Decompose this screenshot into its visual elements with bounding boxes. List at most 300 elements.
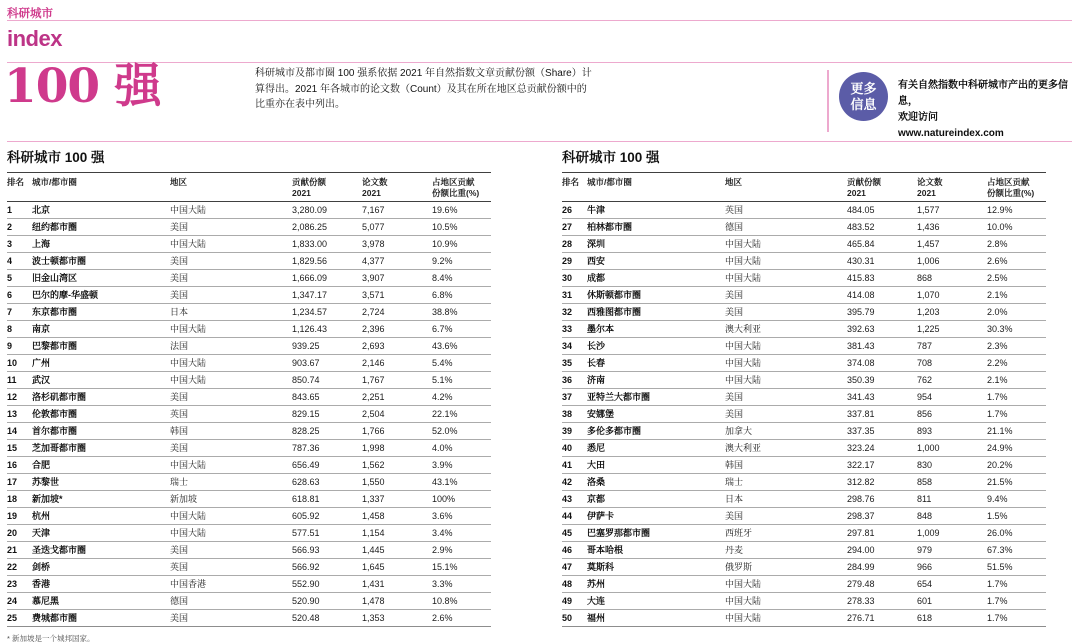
region-cell: 中国大陆 [725, 355, 847, 372]
count-cell: 601 [917, 593, 987, 610]
city-cell: 波士顿都市圈 [32, 253, 170, 270]
rank-cell: 46 [562, 542, 587, 559]
share-cell: 484.05 [847, 202, 917, 219]
share-cell: 1,833.00 [292, 236, 362, 253]
count-cell: 830 [917, 457, 987, 474]
table-row [7, 304, 491, 321]
city-cell: 伦敦都市圈 [32, 406, 170, 423]
rank-cell: 22 [7, 559, 32, 576]
share-cell: 294.00 [847, 542, 917, 559]
count-cell: 5,077 [362, 219, 432, 236]
region-cell: 美国 [725, 389, 847, 406]
count-cell: 979 [917, 542, 987, 559]
ranking-table [562, 172, 1046, 627]
table-row [562, 457, 1046, 474]
region-cell: 瑞士 [725, 474, 847, 491]
col-pct: 占地区贡献 份额比重(%) [987, 173, 1046, 202]
city-cell: 墨尔本 [587, 321, 725, 338]
count-cell: 762 [917, 372, 987, 389]
city-cell: 洛杉矶都市圈 [32, 389, 170, 406]
rank-cell: 2 [7, 219, 32, 236]
count-cell: 2,146 [362, 355, 432, 372]
rank-cell: 10 [7, 355, 32, 372]
rank-cell: 32 [562, 304, 587, 321]
city-cell: 深圳 [587, 236, 725, 253]
share-cell: 656.49 [292, 457, 362, 474]
header-row [562, 173, 1046, 202]
table-row [7, 270, 491, 287]
footnote: * 新加坡是一个城邦国家。 [7, 634, 95, 643]
count-cell: 858 [917, 474, 987, 491]
count-cell: 618 [917, 610, 987, 627]
nature-index-url[interactable]: www.natureindex.com [898, 128, 1004, 139]
col-region: 地区 [170, 173, 292, 202]
table-row [562, 219, 1046, 236]
rank-cell: 27 [562, 219, 587, 236]
pct-cell: 26.0% [987, 525, 1046, 542]
count-cell: 1,458 [362, 508, 432, 525]
region-cell: 中国大陆 [170, 457, 292, 474]
pct-cell: 12.9% [987, 202, 1046, 219]
table-title: 科研城市 100 强 [7, 150, 105, 165]
city-cell: 洛桑 [587, 474, 725, 491]
table-row [562, 508, 1046, 525]
rank-cell: 1 [7, 202, 32, 219]
col-count: 论文数 2021 [362, 173, 432, 202]
count-cell: 1,431 [362, 576, 432, 593]
count-cell: 4,377 [362, 253, 432, 270]
city-cell: 慕尼黑 [32, 593, 170, 610]
count-cell: 811 [917, 491, 987, 508]
count-cell: 1,550 [362, 474, 432, 491]
pct-cell: 9.2% [432, 253, 491, 270]
table-row [562, 287, 1046, 304]
table-row [562, 321, 1046, 338]
table-row [7, 457, 491, 474]
rank-cell: 29 [562, 253, 587, 270]
region-cell: 中国大陆 [170, 202, 292, 219]
region-cell: 德国 [725, 219, 847, 236]
city-cell: 安娜堡 [587, 406, 725, 423]
city-cell: 多伦多都市圈 [587, 423, 725, 440]
more-info-line1: 有关自然指数中科研城市产出的更多信息， [898, 80, 1068, 107]
rank-cell: 50 [562, 610, 587, 627]
region-cell: 俄罗斯 [725, 559, 847, 576]
share-cell: 415.83 [847, 270, 917, 287]
city-cell: 伊萨卡 [587, 508, 725, 525]
region-cell: 日本 [170, 304, 292, 321]
table-row [562, 559, 1046, 576]
city-cell: 成都 [587, 270, 725, 287]
region-cell: 美国 [170, 389, 292, 406]
share-cell: 1,666.09 [292, 270, 362, 287]
table-row [562, 440, 1046, 457]
rank-cell: 24 [7, 593, 32, 610]
pct-cell: 4.0% [432, 440, 491, 457]
pct-cell: 30.3% [987, 321, 1046, 338]
region-cell: 中国大陆 [725, 576, 847, 593]
pct-cell: 19.6% [432, 202, 491, 219]
city-cell: 香港 [32, 576, 170, 593]
rank-cell: 33 [562, 321, 587, 338]
table-row [562, 610, 1046, 627]
rank-cell: 30 [562, 270, 587, 287]
col-count: 论文数 2021 [917, 173, 987, 202]
count-cell: 3,907 [362, 270, 432, 287]
table-row [562, 304, 1046, 321]
share-cell: 337.81 [847, 406, 917, 423]
region-cell: 英国 [170, 406, 292, 423]
rank-cell: 38 [562, 406, 587, 423]
region-cell: 美国 [170, 219, 292, 236]
pct-cell: 2.6% [432, 610, 491, 627]
rank-cell: 28 [562, 236, 587, 253]
rank-cell: 20 [7, 525, 32, 542]
table-row [562, 423, 1046, 440]
rank-cell: 9 [7, 338, 32, 355]
table-row [562, 253, 1046, 270]
rank-cell: 14 [7, 423, 32, 440]
city-cell: 牛津 [587, 202, 725, 219]
region-cell: 美国 [170, 253, 292, 270]
pct-cell: 21.5% [987, 474, 1046, 491]
share-cell: 566.93 [292, 542, 362, 559]
rank-cell: 15 [7, 440, 32, 457]
pct-cell: 1.7% [987, 576, 1046, 593]
brand-kicker: 科研城市 [7, 8, 53, 20]
city-cell: 芝加哥都市圈 [32, 440, 170, 457]
region-cell: 美国 [725, 508, 847, 525]
rank-cell: 39 [562, 423, 587, 440]
count-cell: 1,577 [917, 202, 987, 219]
count-cell: 1,070 [917, 287, 987, 304]
share-cell: 787.36 [292, 440, 362, 457]
rank-cell: 31 [562, 287, 587, 304]
city-cell: 西安 [587, 253, 725, 270]
pct-cell: 6.7% [432, 321, 491, 338]
city-cell: 长沙 [587, 338, 725, 355]
count-cell: 1,457 [917, 236, 987, 253]
rank-cell: 41 [562, 457, 587, 474]
table-row [562, 202, 1046, 219]
badge-line1: 更多 [850, 81, 877, 97]
city-cell: 柏林都市圈 [587, 219, 725, 236]
pct-cell: 5.1% [432, 372, 491, 389]
table-title: 科研城市 100 强 [562, 150, 660, 165]
share-cell: 350.39 [847, 372, 917, 389]
count-cell: 1,000 [917, 440, 987, 457]
count-cell: 2,693 [362, 338, 432, 355]
region-cell: 中国大陆 [170, 372, 292, 389]
table-row [7, 253, 491, 270]
region-cell: 美国 [170, 270, 292, 287]
table-row [7, 406, 491, 423]
region-cell: 澳大利亚 [725, 321, 847, 338]
region-cell: 美国 [170, 287, 292, 304]
region-cell: 美国 [170, 440, 292, 457]
city-cell: 武汉 [32, 372, 170, 389]
share-cell: 298.76 [847, 491, 917, 508]
share-cell: 430.31 [847, 253, 917, 270]
col-region: 地区 [725, 173, 847, 202]
city-cell: 巴塞罗那都市圈 [587, 525, 725, 542]
share-cell: 279.48 [847, 576, 917, 593]
table-row [7, 576, 491, 593]
badge-line2: 信息 [850, 96, 877, 112]
region-cell: 中国大陆 [725, 610, 847, 627]
share-cell: 520.48 [292, 610, 362, 627]
count-cell: 2,251 [362, 389, 432, 406]
city-cell: 悉尼 [587, 440, 725, 457]
col-share: 贡献份额 2021 [292, 173, 362, 202]
rank-cell: 23 [7, 576, 32, 593]
region-cell: 新加坡 [170, 491, 292, 508]
table-row [7, 389, 491, 406]
pct-cell: 2.1% [987, 287, 1046, 304]
share-cell: 520.90 [292, 593, 362, 610]
city-cell: 京都 [587, 491, 725, 508]
nature-index-logo: index [7, 26, 62, 51]
share-cell: 374.08 [847, 355, 917, 372]
city-cell: 杭州 [32, 508, 170, 525]
share-cell: 903.67 [292, 355, 362, 372]
count-cell: 1,767 [362, 372, 432, 389]
table-row [7, 372, 491, 389]
region-cell: 中国大陆 [170, 236, 292, 253]
divider-top [7, 20, 1072, 21]
more-info-line2: 欢迎访问 [898, 112, 938, 123]
pct-cell: 22.1% [432, 406, 491, 423]
city-cell: 苏州 [587, 576, 725, 593]
city-cell: 北京 [32, 202, 170, 219]
pct-cell: 2.2% [987, 355, 1046, 372]
pct-cell: 15.1% [432, 559, 491, 576]
pct-cell: 2.1% [987, 372, 1046, 389]
share-cell: 278.33 [847, 593, 917, 610]
rank-cell: 6 [7, 287, 32, 304]
rank-cell: 3 [7, 236, 32, 253]
share-cell: 628.63 [292, 474, 362, 491]
city-cell: 福州 [587, 610, 725, 627]
share-cell: 337.35 [847, 423, 917, 440]
pct-cell: 10.9% [432, 236, 491, 253]
table-row [7, 508, 491, 525]
pct-cell: 52.0% [432, 423, 491, 440]
city-cell: 东京都市圈 [32, 304, 170, 321]
region-cell: 澳大利亚 [725, 440, 847, 457]
rank-cell: 34 [562, 338, 587, 355]
share-cell: 552.90 [292, 576, 362, 593]
share-cell: 465.84 [847, 236, 917, 253]
table-row [562, 372, 1046, 389]
city-cell: 剑桥 [32, 559, 170, 576]
pct-cell: 43.6% [432, 338, 491, 355]
region-cell: 中国大陆 [170, 355, 292, 372]
region-cell: 中国大陆 [725, 236, 847, 253]
count-cell: 1,337 [362, 491, 432, 508]
count-cell: 1,353 [362, 610, 432, 627]
city-cell: 济南 [587, 372, 725, 389]
city-cell: 长春 [587, 355, 725, 372]
city-cell: 费城都市圈 [32, 610, 170, 627]
ranking-table [7, 172, 491, 627]
city-cell: 亚特兰大都市圈 [587, 389, 725, 406]
share-cell: 381.43 [847, 338, 917, 355]
table-row [7, 355, 491, 372]
rank-cell: 21 [7, 542, 32, 559]
rank-cell: 12 [7, 389, 32, 406]
share-cell: 312.82 [847, 474, 917, 491]
city-cell: 天津 [32, 525, 170, 542]
table-row [562, 270, 1046, 287]
table-row [562, 474, 1046, 491]
share-cell: 323.24 [847, 440, 917, 457]
rank-cell: 17 [7, 474, 32, 491]
share-cell: 392.63 [847, 321, 917, 338]
region-cell: 法国 [170, 338, 292, 355]
pct-cell: 1.7% [987, 593, 1046, 610]
pct-cell: 100% [432, 491, 491, 508]
intro-paragraph: 科研城市及都市圈 100 强系依据 2021 年自然指数文章贡献份额（Share）计算得出。2021 年各城市的论文数（Count）及其在所在地区总贡献份额中的比重亦在表中列出。 [255, 68, 592, 110]
table-row [562, 389, 1046, 406]
city-cell: 莫斯科 [587, 559, 725, 576]
divider-hero-bottom [7, 141, 1072, 142]
pct-cell: 9.4% [987, 491, 1046, 508]
count-cell: 1,225 [917, 321, 987, 338]
city-cell: 广州 [32, 355, 170, 372]
table-row [7, 610, 491, 627]
city-cell: 首尔都市圈 [32, 423, 170, 440]
share-cell: 322.17 [847, 457, 917, 474]
page-title: 100 强 [4, 59, 161, 114]
pct-cell: 3.3% [432, 576, 491, 593]
col-city: 城市/都市圈 [587, 173, 725, 202]
count-cell: 848 [917, 508, 987, 525]
share-cell: 605.92 [292, 508, 362, 525]
count-cell: 7,167 [362, 202, 432, 219]
ranking-table-block-26-50 [562, 146, 1046, 627]
col-city: 城市/都市圈 [32, 173, 170, 202]
rank-cell: 35 [562, 355, 587, 372]
share-cell: 3,280.09 [292, 202, 362, 219]
pct-cell: 2.8% [987, 236, 1046, 253]
table-row [7, 321, 491, 338]
rank-cell: 40 [562, 440, 587, 457]
count-cell: 954 [917, 389, 987, 406]
region-cell: 中国大陆 [725, 270, 847, 287]
pct-cell: 5.4% [432, 355, 491, 372]
pct-cell: 51.5% [987, 559, 1046, 576]
table-row [562, 525, 1046, 542]
pct-cell: 3.6% [432, 508, 491, 525]
count-cell: 3,571 [362, 287, 432, 304]
pct-cell: 20.2% [987, 457, 1046, 474]
table-row [7, 236, 491, 253]
pct-cell: 2.9% [432, 542, 491, 559]
pct-cell: 24.9% [987, 440, 1046, 457]
rank-cell: 36 [562, 372, 587, 389]
share-cell: 939.25 [292, 338, 362, 355]
city-cell: 西雅图都市圈 [587, 304, 725, 321]
ranking-table-block-1-25 [7, 146, 491, 643]
count-cell: 893 [917, 423, 987, 440]
city-cell: 苏黎世 [32, 474, 170, 491]
count-cell: 1,203 [917, 304, 987, 321]
count-cell: 1,766 [362, 423, 432, 440]
rank-cell: 19 [7, 508, 32, 525]
region-cell: 美国 [170, 610, 292, 627]
table-row [7, 474, 491, 491]
share-cell: 1,829.56 [292, 253, 362, 270]
table-row [562, 542, 1046, 559]
count-cell: 856 [917, 406, 987, 423]
region-cell: 西班牙 [725, 525, 847, 542]
table-row [7, 525, 491, 542]
table-row [562, 236, 1046, 253]
count-cell: 1,998 [362, 440, 432, 457]
city-cell: 哥本哈根 [587, 542, 725, 559]
share-cell: 414.08 [847, 287, 917, 304]
pct-cell: 2.5% [987, 270, 1046, 287]
region-cell: 中国大陆 [725, 593, 847, 610]
city-cell: 巴黎都市圈 [32, 338, 170, 355]
share-cell: 276.71 [847, 610, 917, 627]
rank-cell: 42 [562, 474, 587, 491]
city-cell: 新加坡* [32, 491, 170, 508]
count-cell: 966 [917, 559, 987, 576]
region-cell: 韩国 [170, 423, 292, 440]
rank-cell: 5 [7, 270, 32, 287]
share-cell: 1,347.17 [292, 287, 362, 304]
share-cell: 2,086.25 [292, 219, 362, 236]
city-cell: 南京 [32, 321, 170, 338]
pct-cell: 2.0% [987, 304, 1046, 321]
table-row [562, 406, 1046, 423]
share-cell: 395.79 [847, 304, 917, 321]
pct-cell: 2.6% [987, 253, 1046, 270]
region-cell: 中国大陆 [170, 508, 292, 525]
more-info-badge [839, 72, 888, 121]
rank-cell: 43 [562, 491, 587, 508]
share-cell: 566.92 [292, 559, 362, 576]
count-cell: 787 [917, 338, 987, 355]
count-cell: 708 [917, 355, 987, 372]
table-row [7, 202, 491, 219]
rank-cell: 48 [562, 576, 587, 593]
pct-cell: 2.3% [987, 338, 1046, 355]
rank-cell: 45 [562, 525, 587, 542]
pct-cell: 10.8% [432, 593, 491, 610]
city-cell: 大连 [587, 593, 725, 610]
region-cell: 美国 [170, 542, 292, 559]
pct-cell: 38.8% [432, 304, 491, 321]
pct-cell: 1.7% [987, 389, 1046, 406]
count-cell: 2,504 [362, 406, 432, 423]
pct-cell: 1.7% [987, 610, 1046, 627]
count-cell: 1,478 [362, 593, 432, 610]
rank-cell: 13 [7, 406, 32, 423]
city-cell: 圣迭戈都市圈 [32, 542, 170, 559]
count-cell: 1,562 [362, 457, 432, 474]
col-rank: 排名 [7, 173, 32, 202]
rank-cell: 26 [562, 202, 587, 219]
pct-cell: 1.5% [987, 508, 1046, 525]
more-info-divider [827, 70, 829, 132]
share-cell: 828.25 [292, 423, 362, 440]
table-row [7, 491, 491, 508]
table-row [7, 593, 491, 610]
count-cell: 3,978 [362, 236, 432, 253]
